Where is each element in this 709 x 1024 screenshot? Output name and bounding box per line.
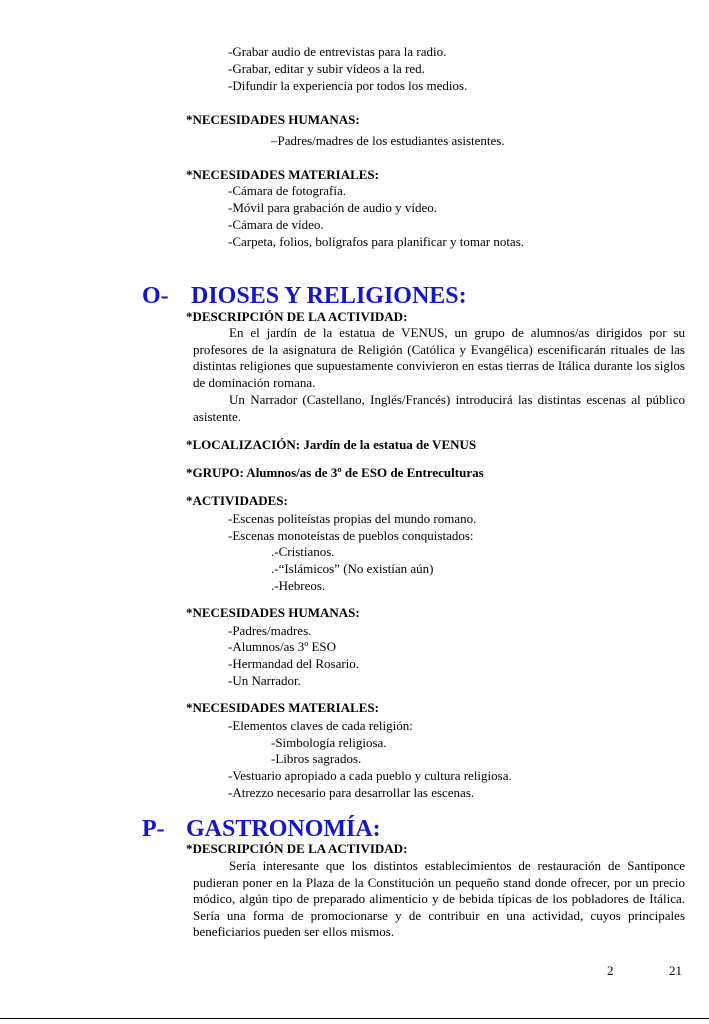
section-o-letter: O-	[142, 283, 169, 309]
descripcion-heading: *DESCRIPCIÓN DE LA ACTIVIDAD:	[186, 841, 408, 856]
top-list-item: -Difundir la experiencia por todos los medios.	[228, 78, 468, 93]
section-o-title: DIOSES Y RELIGIONES:	[191, 283, 467, 309]
top-list-item: -Grabar, editar y subir vídeos a la red.	[228, 61, 425, 76]
materiales-item: -Cámara de fotografía.	[228, 183, 347, 198]
page-number-left: 2	[607, 963, 614, 978]
materiales-item: -Móvil para grabación de audio y vídeo.	[228, 200, 438, 215]
humanas-heading: *NECESIDADES HUMANAS:	[186, 605, 360, 620]
gastronomia-paragraph	[193, 858, 685, 941]
localizacion-line: *LOCALIZACIÓN: Jardín de la estatua de VENUS	[186, 437, 477, 452]
footer-rule	[0, 1018, 709, 1019]
materiales-item: -Vestuario apropiado a cada pueblo y cultura religiosa.	[228, 768, 512, 783]
materiales-item: -Cámara de vídeo.	[228, 217, 324, 232]
materiales-subitem: -Simbología religiosa.	[271, 735, 387, 750]
humanas-item: –Padres/madres de los estudiantes asistentes.	[271, 133, 505, 148]
actividades-subitem: .-“Islámicos” (No existían aún)	[271, 561, 434, 576]
materiales-heading: *NECESIDADES MATERIALES:	[186, 167, 379, 182]
descripcion-paragraph	[193, 325, 685, 391]
materiales-heading: *NECESIDADES MATERIALES:	[186, 700, 379, 715]
materiales-item: -Elementos claves de cada religión:	[228, 718, 413, 733]
actividades-item: -Escenas politeístas propias del mundo romano.	[228, 511, 477, 526]
materiales-subitem: -Libros sagrados.	[271, 751, 362, 766]
gastronomia-text: Sería interesante que los distintos establecimientos de restauración de Santiponce pudieran poner en la Plaza de la Constitución un pequeño stand donde ofrecer, por un precio módico, algún tipo de preparado alimenticio y de bebida típicas de los pobladores de Itálica. Sería una forma de promocionarse y de contribuir en una actividad, cuyos principales beneficiarios pueden ser ellos mismos.	[193, 858, 685, 939]
page-number-right: 21	[669, 963, 682, 978]
actividades-heading: *ACTIVIDADES:	[186, 493, 288, 508]
descripcion-heading: *DESCRIPCIÓN DE LA ACTIVIDAD:	[186, 309, 408, 324]
actividades-subitem: .-Hebreos.	[271, 578, 326, 593]
humanas-item: -Hermandad del Rosario.	[228, 656, 360, 671]
humanas-heading: *NECESIDADES HUMANAS:	[186, 112, 360, 127]
descripcion-text: En el jardín de la estatua de VENUS, un grupo de alumnos/as dirigidos por su profesores de la asignatura de Religión (Católica y Evangélica) escenificarán rituales de las distintas religiones que supuestamente convivieron en estas tierras de Itálica durante los siglos de dominación romana.	[193, 325, 685, 390]
humanas-item: -Padres/madres.	[228, 623, 312, 638]
materiales-item: -Atrezzo necesario para desarrollar las escenas.	[228, 785, 475, 800]
section-p-letter: P-	[142, 816, 165, 842]
materiales-item: -Carpeta, folios, bolígrafos para planificar y tomar notas.	[228, 234, 525, 249]
grupo-line: *GRUPO: Alumnos/as de 3º de ESO de Entreculturas	[186, 465, 484, 480]
humanas-item: -Alumnos/as 3º ESO	[228, 639, 337, 654]
narrador-text: Un Narrador (Castellano, Inglés/Francés) introducirá las distintas escenas al público asistente.	[193, 392, 685, 424]
narrador-paragraph	[193, 392, 685, 425]
actividades-subitem: .-Cristianos.	[271, 544, 335, 559]
humanas-item: -Un Narrador.	[228, 673, 301, 688]
section-p-title: GASTRONOMÍA:	[186, 816, 381, 842]
top-list-item: -Grabar audio de entrevistas para la radio.	[228, 44, 447, 59]
actividades-item: -Escenas monoteístas de pueblos conquistados:	[228, 528, 474, 543]
